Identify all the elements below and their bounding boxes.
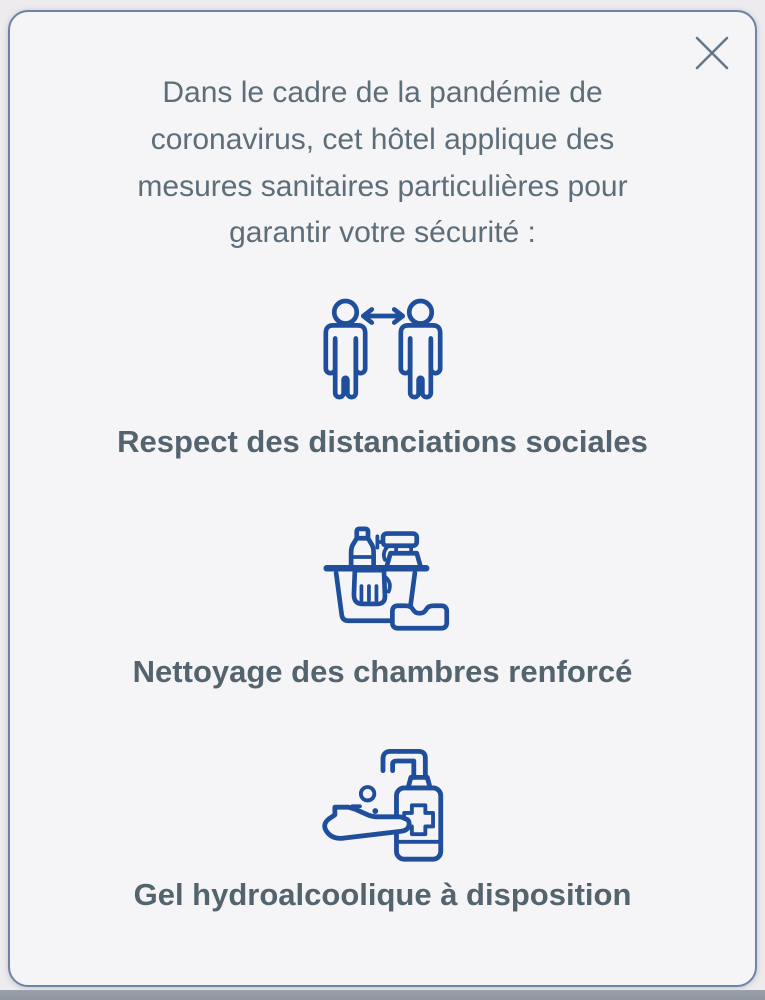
measure-label: Respect des distanciations sociales	[117, 424, 648, 460]
measure-label: Gel hydroalcoolique à disposition	[133, 877, 632, 913]
intro-text: Dans le cadre de la pandémie de coronavirus, cet hôtel applique des mesures sanitaires particulières pour garantir votre sécurité :	[137, 76, 628, 250]
social-distancing-icon	[308, 297, 458, 410]
sanitary-measures-dialog	[8, 10, 757, 987]
room-cleaning-icon	[308, 510, 458, 634]
measure-room-cleaning	[10, 510, 755, 690]
hand-sanitizer-icon	[306, 732, 460, 867]
measure-social-distancing	[10, 297, 755, 460]
measure-label: Nettoyage des chambres renforcé	[132, 654, 633, 690]
measure-hand-sanitizer	[10, 732, 755, 913]
page-bottom-strip	[0, 990, 765, 1000]
close-button[interactable]	[687, 28, 737, 78]
close-icon	[689, 30, 735, 76]
